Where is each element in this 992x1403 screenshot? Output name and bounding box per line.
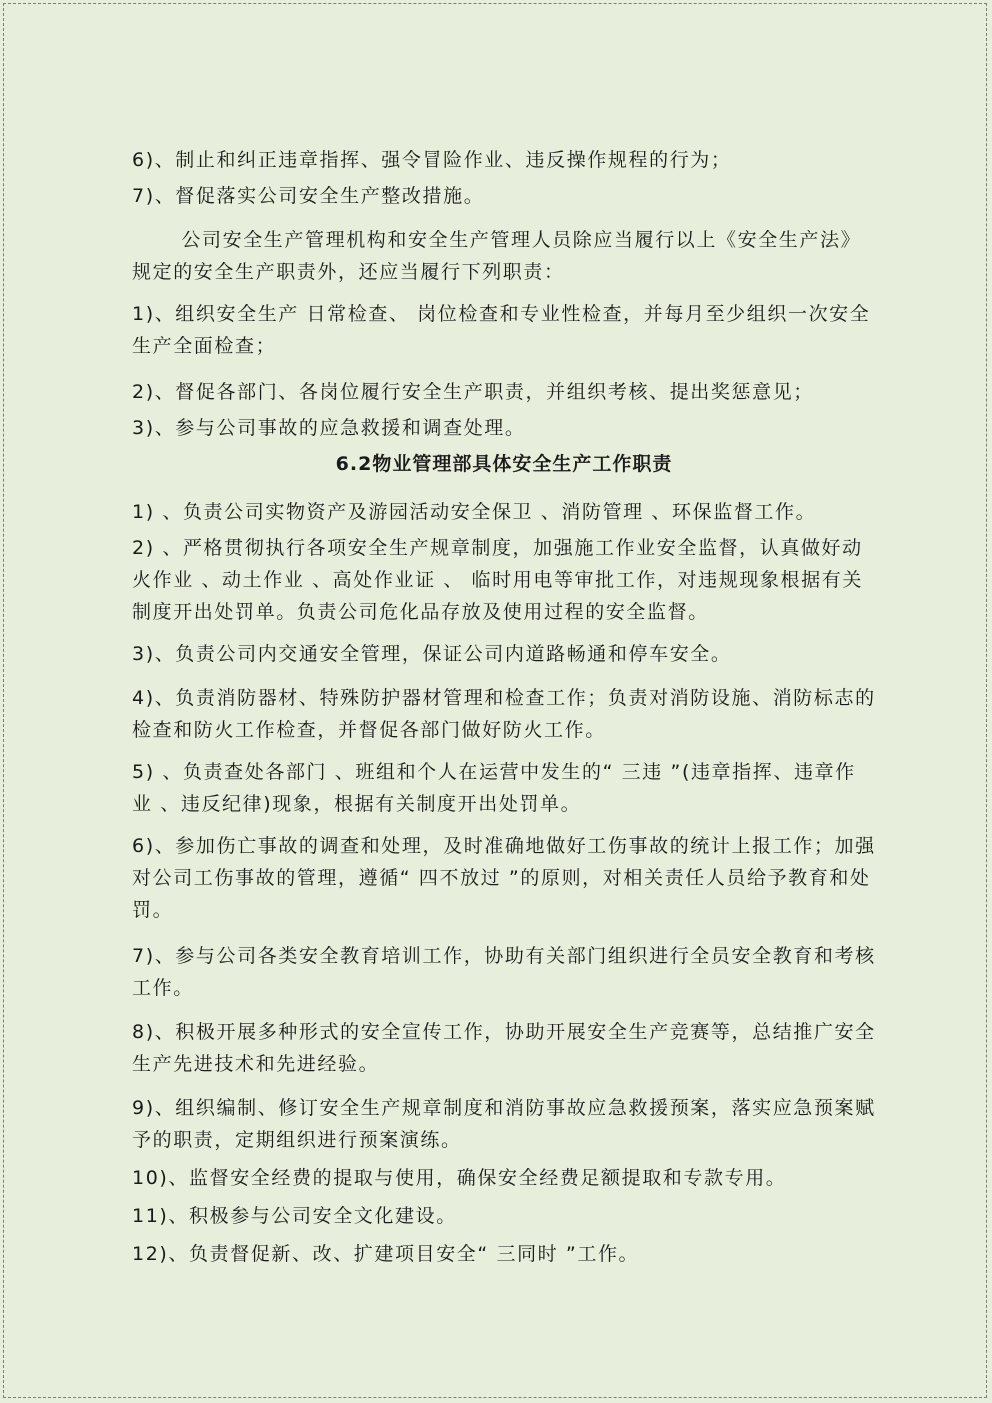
list-item: 6)、参加伤亡事故的调查和处理，及时准确地做好工伤事故的统计上报工作；加强对公司工伤事故的管理，遵循“ 四不放过 ”的原则，对相关责任人员给予教育和处罚。 [132,835,876,921]
list-item: 9)、组织编制、修订安全生产规章制度和消防事故应急救援预案，落实应急预案赋予的职责，定期组织进行预案演练。 [132,1097,876,1151]
list-item: 7)、督促落实公司安全生产整改措施。 [132,185,485,207]
section-heading: 6.2物业管理部具体安全生产工作职责 [335,453,673,475]
list-item: 1)、组织安全生产 日常检查、 岗位检查和专业性检查，并每月至少组织一次安全生产全面检查； [132,303,871,357]
list-item: 2) 、严格贯彻执行各项安全生产规章制度，加强施工作业安全监督，认真做好动火作业 、动土作业 、高处作业证 、 临时用电等审批工作，对违规现象根据有关制度开出处罚单。负责公司危化品存放及使用过程的安全监督。 [132,537,863,623]
list-item: 11)、积极参与公司安全文化建设。 [132,1205,457,1227]
list-item: 4)、负责消防器材、特殊防护器材管理和检查工作；负责对消防设施、消防标志的检查和防火工作检查，并督促各部门做好防火工作。 [132,687,876,741]
list-item: 1) 、负责公司实物资产及游园活动安全保卫 、消防管理 、环保监督工作。 [132,501,817,523]
list-item: 8)、积极开展多种形式的安全宣传工作，协助开展安全生产竞赛等，总结推广安全生产先进技术和先进经验。 [132,1021,876,1075]
list-item: 5) 、负责查处各部门 、班组和个人在运营中发生的“ 三违 ”(违章指挥、违章作业 、违反纪律)现象，根据有关制度开出处罚单。 [132,761,856,815]
list-item: 2)、督促各部门、各岗位履行安全生产职责，并组织考核、提出奖惩意见； [132,381,814,403]
list-item: 3)、负责公司内交通安全管理，保证公司内道路畅通和停车安全。 [132,643,732,665]
list-item: 7)、参与公司各类安全教育培训工作，协助有关部门组织进行全员安全教育和考核工作。 [132,945,876,999]
list-item: 12)、负责督促新、改、扩建项目安全“ 三同时 ”工作。 [132,1243,640,1265]
intro-paragraph: 公司安全生产管理机构和安全生产管理人员除应当履行以上《安全生产法》规定的安全生产职责外，还应当履行下列职责： [132,229,862,283]
list-item: 10)、监督安全经费的提取与使用，确保安全经费足额提取和专款专用。 [132,1167,787,1189]
list-item: 3)、参与公司事故的应急救援和调查处理。 [132,417,526,439]
list-item: 6)、制止和纠正违章指挥、强令冒险作业、违反操作规程的行为； [132,149,732,171]
document-body [132,144,876,1270]
